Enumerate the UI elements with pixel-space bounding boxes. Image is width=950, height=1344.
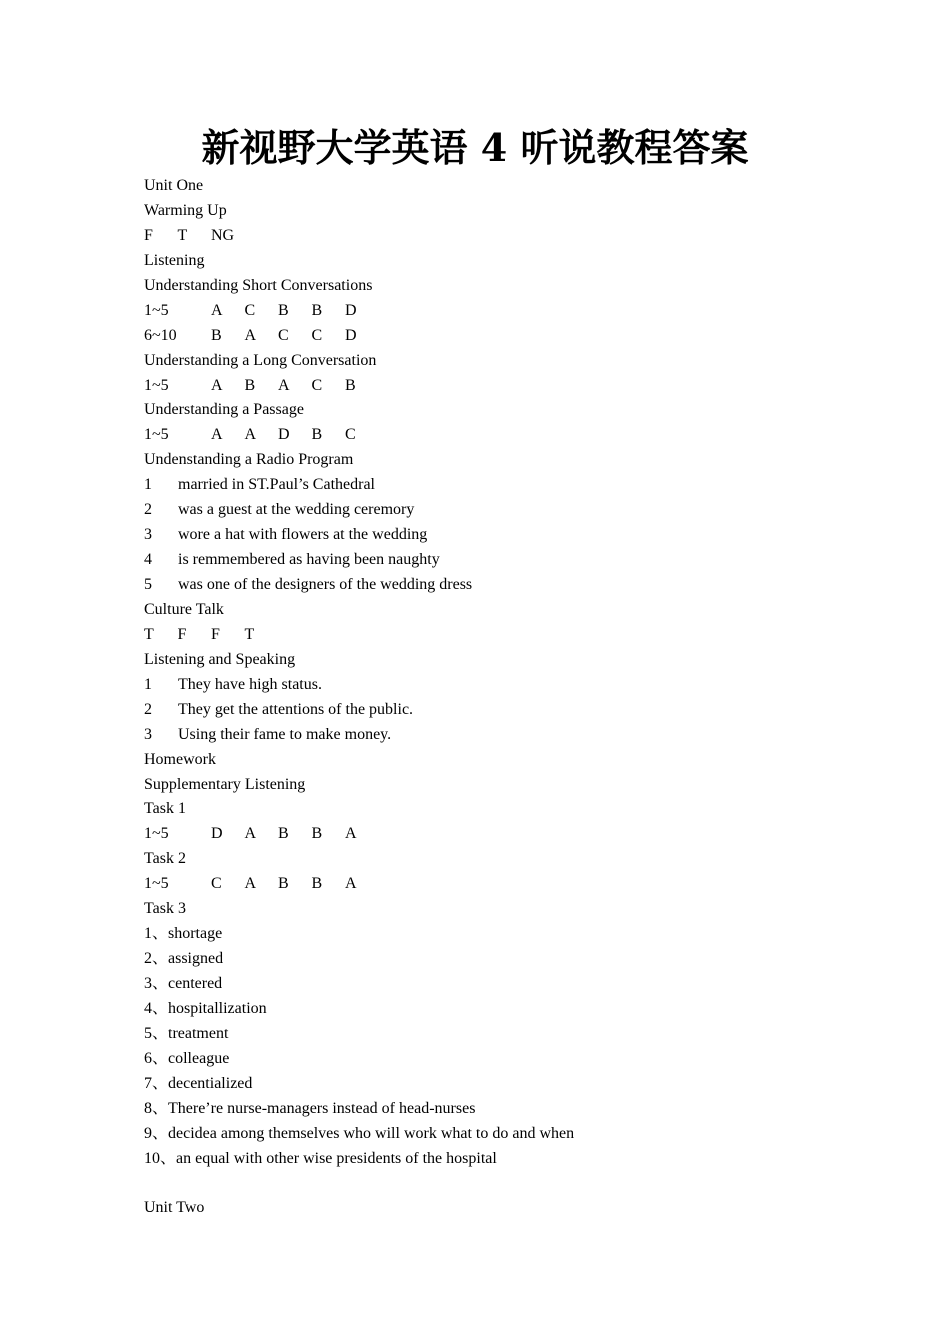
answer-choice: B — [244, 376, 256, 394]
item-text: married in ST.Paul’s Cathedral — [178, 476, 375, 494]
answer-row — [144, 822, 864, 847]
true-false-answer: F — [144, 226, 153, 244]
answer-row — [144, 374, 864, 399]
true-false-row — [144, 623, 864, 648]
answer-row — [144, 872, 864, 897]
answer-choice: B — [311, 875, 323, 893]
answer-row — [144, 423, 864, 448]
item-number: 1 — [144, 675, 152, 693]
true-false-answer: F — [211, 625, 220, 643]
answer-row — [144, 299, 864, 324]
page-title: 新视野大学英语 4 听说教程答案 — [201, 125, 749, 170]
text-line: Homework — [144, 750, 216, 768]
answer-choice: D — [345, 326, 357, 344]
text-line: 5、treatment — [144, 1024, 229, 1042]
answer-choice: A — [211, 301, 223, 319]
numbered-answer — [144, 523, 864, 548]
answer-choice: B — [278, 301, 289, 319]
item-text: was a guest at the wedding ceremory — [178, 501, 415, 519]
true-false-answer: T — [244, 625, 255, 643]
answer-choice: C — [244, 301, 256, 319]
question-range: 1~5 — [144, 875, 169, 893]
numbered-answer — [144, 498, 864, 523]
text-line: Warming Up — [144, 201, 227, 219]
text-line: Task 2 — [144, 850, 186, 868]
text-line: Listening — [144, 251, 205, 269]
answer-choice: B — [311, 825, 323, 843]
item-number: 5 — [144, 576, 152, 593]
item-number: 4 — [144, 551, 152, 569]
text-line: 3、centered — [144, 975, 223, 992]
item-text: They have high status. — [178, 675, 322, 693]
text-line: Listening and Speaking — [144, 650, 296, 668]
answer-choice: D — [345, 301, 357, 319]
item-number: 2 — [144, 700, 152, 718]
true-false-answer: T — [144, 625, 154, 643]
item-text: is remmembered as having been naughty — [178, 551, 440, 569]
item-text: wore a hat with flowers at the wedding — [178, 526, 428, 544]
answer-choice: D — [211, 825, 223, 843]
question-range: 1~5 — [144, 825, 169, 843]
answer-choice: A — [211, 376, 223, 394]
text-line: 9、decidea among themselves who will work what to do and when — [144, 1124, 575, 1142]
question-range: 1~5 — [144, 376, 169, 394]
text-line: Understanding a Long Conversation — [144, 351, 377, 369]
answer-choice: A — [345, 825, 357, 843]
text-line: Supplementary Listening — [144, 775, 306, 793]
answer-choice: C — [345, 426, 356, 444]
text-line: 6、colleague — [144, 1049, 230, 1067]
answer-choice: C — [278, 326, 289, 344]
answer-choice: B — [311, 301, 323, 319]
text-line: Culture Talk — [144, 600, 224, 618]
answer-choice: A — [244, 825, 257, 843]
blank-line — [144, 1172, 864, 1197]
true-false-answer: T — [177, 226, 188, 244]
text-line: Task 3 — [144, 900, 186, 918]
text-line: 7、decentialized — [144, 1074, 253, 1092]
text-line: 4、hospitallization — [144, 999, 267, 1017]
answer-choice: A — [244, 326, 257, 344]
text-line: 10、an equal with other wise presidents of the hospital — [144, 1149, 497, 1167]
answer-choice: A — [244, 875, 257, 893]
answer-choice: A — [211, 426, 223, 444]
numbered-answer — [144, 673, 864, 698]
text-line: 8、There’re nurse-managers instead of head-nurses — [144, 1099, 476, 1117]
text-line: Task 1 — [144, 800, 186, 818]
text-line: 1、shortage — [144, 925, 223, 943]
numbered-answer — [144, 698, 864, 723]
question-range: 6~10 — [144, 326, 177, 344]
numbered-answer — [144, 723, 864, 748]
numbered-answer — [144, 548, 864, 573]
answer-choice: B — [311, 426, 323, 444]
question-range: 1~5 — [144, 426, 169, 444]
item-text: They get the attentions of the public. — [178, 700, 414, 718]
answer-choice: D — [278, 426, 290, 444]
text-line: Unit Two — [144, 1199, 205, 1217]
answer-choice: C — [211, 875, 222, 893]
text-line: Undenstanding a Radio Program — [144, 451, 354, 469]
answer-choice: A — [345, 875, 357, 893]
answer-choice: B — [278, 825, 289, 843]
answer-choice: B — [278, 875, 289, 893]
item-number: 1 — [144, 476, 152, 494]
true-false-row — [144, 224, 864, 249]
item-text: Using their fame to make money. — [178, 725, 392, 743]
true-false-answer: NG — [211, 226, 235, 244]
text-line: Understanding a Passage — [144, 401, 304, 419]
text-line: 2、assigned — [144, 950, 224, 968]
item-number: 3 — [144, 526, 152, 544]
answer-choice: B — [345, 376, 356, 394]
item-number: 2 — [144, 501, 152, 519]
question-range: 1~5 — [144, 301, 169, 319]
text-line: Understanding Short Conversations — [144, 276, 373, 294]
numbered-answer — [144, 573, 864, 598]
numbered-answer — [144, 473, 864, 498]
item-text: was one of the designers of the wedding dress — [178, 576, 473, 593]
text-line: Unit One — [144, 177, 204, 194]
answer-choice: C — [311, 326, 323, 344]
answer-choice: A — [244, 426, 257, 444]
item-number: 3 — [144, 725, 152, 743]
answer-choice: A — [278, 376, 290, 394]
answer-choice: B — [211, 326, 222, 344]
answer-content — [144, 174, 864, 1221]
true-false-answer: F — [177, 625, 187, 643]
answer-choice: C — [311, 376, 323, 394]
answer-row — [144, 324, 864, 349]
